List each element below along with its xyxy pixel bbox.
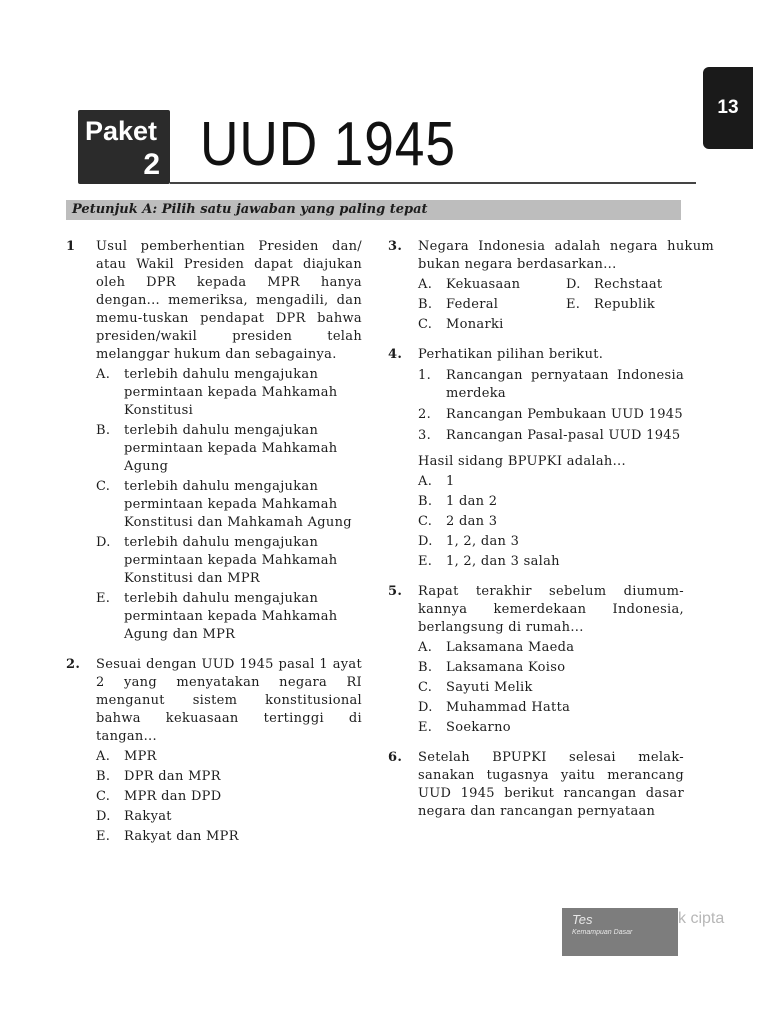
option-a	[418, 276, 566, 294]
option-b	[96, 768, 362, 786]
option-text: Muhammad Hatta	[446, 700, 571, 715]
option-b	[418, 659, 684, 677]
option-text: terlebih dahulu mengajukan permintaan kepada Mahkamah Agung	[124, 423, 338, 474]
option-letter: E.	[96, 829, 111, 844]
statement-item	[418, 367, 684, 403]
option-a	[96, 748, 362, 766]
question-stem: Usul pemberhentian Presiden dan/ atau Wakil Presiden dapat diajukan oleh DPR kepada MPR hanya dengan... memeriksa, mengadili, dan memu-tuskan pendapat DPR bahwa presiden/wakil presiden telah melanggar hukum dan sebagainya.	[96, 239, 362, 362]
footer-badge-subtitle: Kemampuan Dasar	[572, 929, 633, 936]
option-text: 2 dan 3	[446, 514, 498, 529]
option-letter: D.	[566, 277, 581, 292]
option-letter: A.	[96, 367, 111, 382]
item-text: Rancangan Pembukaan UUD 1945	[446, 407, 683, 422]
paket-label: Paket	[85, 116, 158, 146]
options-grid	[418, 274, 714, 334]
question-number: 6.	[388, 750, 403, 765]
option-a	[96, 366, 362, 420]
option-letter: D.	[418, 534, 433, 549]
option-text: 1, 2, dan 3 salah	[446, 554, 560, 569]
option-text: terlebih dahulu mengajukan permintaan kepada Mahkamah Konstitusi dan Mahkamah Agung	[124, 479, 352, 530]
instruction-bar: Petunjuk A: Pilih satu jawaban yang paling tepat	[66, 200, 681, 220]
option-text: 1	[446, 474, 455, 489]
option-letter: C.	[96, 789, 111, 804]
item-number: 3.	[418, 428, 432, 443]
option-letter: B.	[418, 494, 433, 509]
question-5	[388, 583, 684, 737]
paket-badge	[78, 110, 170, 184]
option-text: MPR	[124, 749, 157, 764]
paket-number: 2	[143, 148, 160, 181]
option-text: terlebih dahulu mengajukan permintaan kepada Mahkamah Konstitusi dan MPR	[124, 535, 338, 586]
option-e	[418, 553, 684, 571]
option-text: Soekarno	[446, 720, 511, 735]
page-number: 13	[717, 97, 739, 118]
option-d	[96, 534, 362, 588]
option-letter: B.	[418, 660, 433, 675]
option-text: 1 dan 2	[446, 494, 498, 509]
title-divider	[170, 182, 696, 184]
option-text: 1, 2, dan 3	[446, 534, 520, 549]
option-b	[96, 422, 362, 476]
option-letter: B.	[96, 769, 111, 784]
option-letter: B.	[96, 423, 111, 438]
option-c	[96, 788, 362, 806]
option-letter: B.	[418, 297, 433, 312]
option-text: Republik	[594, 297, 656, 312]
statement-item	[418, 406, 684, 424]
option-text: terlebih dahulu mengajukan permintaan kepada Mahkamah Agung dan MPR	[124, 591, 338, 642]
question-stem: Setelah BPUPKI selesai melak-sanakan tugasnya yaitu merancang UUD 1945 berikut rancangan dasar negara dan rancangan pernyataan	[418, 750, 684, 819]
option-text: Laksamana Koiso	[446, 660, 566, 675]
option-e	[96, 828, 362, 846]
question-stem: Negara Indonesia adalah negara hukum bukan negara berdasarkan...	[418, 239, 714, 272]
option-text: MPR dan DPD	[124, 789, 222, 804]
option-e	[96, 590, 362, 644]
option-text: Rechstaat	[594, 277, 663, 292]
question-number: 2.	[66, 657, 81, 672]
footer-watermark-text: k cipta	[678, 910, 725, 927]
option-d	[96, 808, 362, 826]
item-number: 1.	[418, 368, 432, 383]
option-text: Sayuti Melik	[446, 680, 533, 695]
option-b	[418, 296, 566, 314]
option-text: Federal	[446, 297, 499, 312]
option-letter: E.	[96, 591, 111, 606]
question-1	[66, 238, 362, 644]
option-e	[566, 296, 714, 314]
question-number: 3.	[388, 239, 403, 254]
question-number: 5.	[388, 584, 403, 599]
question-stem: Sesuai dengan UUD 1945 pasal 1 ayat 2 yang menyatakan negara RI menganut sistem konstitusional bahwa kekuasaan tertinggi di tangan...	[96, 657, 362, 744]
page-title: UUD 1945	[200, 110, 456, 179]
option-text: Monarki	[446, 317, 504, 332]
option-a	[418, 639, 684, 657]
option-letter: C.	[418, 514, 433, 529]
option-text: Rakyat dan MPR	[124, 829, 239, 844]
option-c	[418, 316, 566, 334]
question-number: 1	[66, 239, 76, 254]
option-d	[418, 533, 684, 551]
option-text: Laksamana Maeda	[446, 640, 575, 655]
option-text: DPR dan MPR	[124, 769, 221, 784]
item-number: 2.	[418, 407, 432, 422]
option-letter: A.	[418, 277, 433, 292]
option-d	[418, 699, 684, 717]
question-6	[388, 749, 684, 821]
option-c	[418, 679, 684, 697]
option-letter: A.	[418, 474, 433, 489]
option-c	[418, 513, 684, 531]
option-letter: A.	[96, 749, 111, 764]
option-b	[418, 493, 684, 511]
question-stem: Perhatikan pilihan berikut.	[418, 347, 604, 362]
option-letter: D.	[418, 700, 433, 715]
option-e	[418, 719, 684, 737]
option-letter: C.	[418, 680, 433, 695]
option-a	[418, 473, 684, 491]
option-c	[96, 478, 362, 532]
question-4	[388, 346, 684, 571]
item-text: Rancangan Pasal-pasal UUD 1945	[446, 428, 681, 443]
question-3	[388, 238, 714, 334]
question-2	[66, 656, 362, 846]
left-column	[66, 238, 362, 850]
option-letter: E.	[418, 554, 433, 569]
option-letter: D.	[96, 535, 111, 550]
right-column	[388, 238, 714, 825]
option-letter: E.	[566, 297, 581, 312]
option-letter: C.	[418, 317, 433, 332]
statement-item	[418, 427, 684, 445]
footer-badge	[562, 908, 678, 956]
question-stem: Rapat terakhir sebelum diumum-kannya kemerdekaan Indonesia, berlangsung di rumah...	[418, 584, 684, 635]
item-text: Rancangan pernyataan Indonesia merdeka	[446, 368, 684, 401]
page-number-tab	[703, 67, 753, 149]
option-letter: C.	[96, 479, 111, 494]
option-text: Kekuasaan	[446, 277, 521, 292]
option-letter: D.	[96, 809, 111, 824]
option-letter: E.	[418, 720, 433, 735]
option-text: terlebih dahulu mengajukan permintaan kepada Mahkamah Konstitusi	[124, 367, 338, 418]
option-d	[566, 276, 714, 294]
option-text: Rakyat	[124, 809, 172, 824]
question-number: 4.	[388, 347, 403, 362]
footer-badge-title: Tes	[572, 912, 593, 927]
option-letter: A.	[418, 640, 433, 655]
question-prompt: Hasil sidang BPUPKI adalah...	[418, 454, 626, 469]
